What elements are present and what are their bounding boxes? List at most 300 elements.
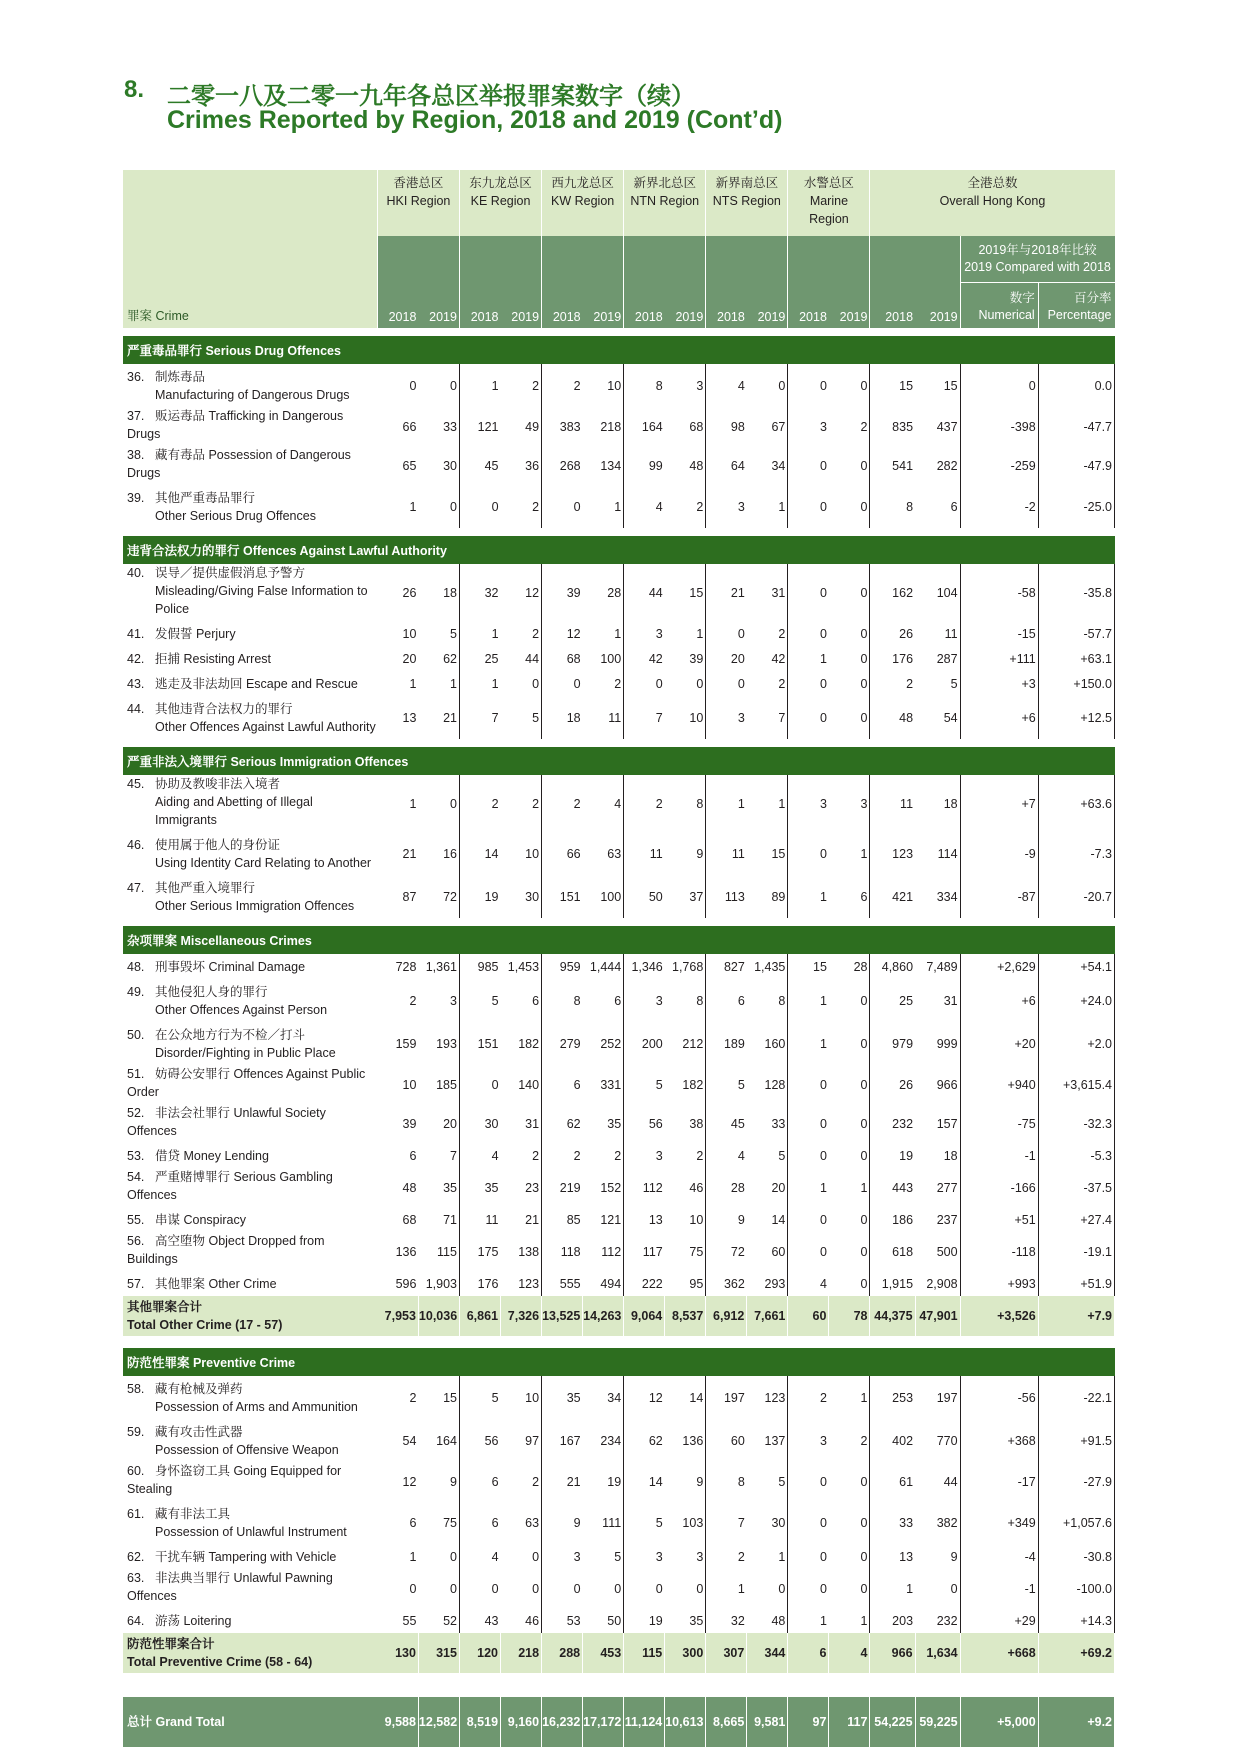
table-cell: -35.8 xyxy=(1038,564,1114,621)
table-cell: 7 xyxy=(491,710,499,725)
table-row xyxy=(123,775,1115,832)
table-cell: 118 xyxy=(560,1244,581,1259)
table-cell: 0 xyxy=(655,1581,663,1596)
table-cell: 14 xyxy=(665,1376,706,1419)
table-cell: 0 xyxy=(819,458,827,473)
table-cell: 137 xyxy=(747,1419,788,1462)
table-cell: 9 xyxy=(915,1544,960,1569)
table-cell: 0 xyxy=(819,1077,827,1092)
table-cell: 1 xyxy=(906,1581,914,1596)
table-cell: 23 xyxy=(501,1168,542,1207)
year-header: 2019 xyxy=(501,236,542,328)
table-cell: 52 xyxy=(418,1608,459,1633)
crime-index: 42. xyxy=(127,652,145,666)
table-cell: 65 xyxy=(402,458,417,473)
region-header-kw: 西九龙总区 KW Region xyxy=(542,170,624,236)
table-cell: 6,912 xyxy=(706,1296,747,1336)
table-cell: 4,860 xyxy=(881,959,914,974)
table-cell: 0 xyxy=(829,1022,870,1065)
table-cell: 185 xyxy=(418,1065,459,1104)
table-cell: 48 xyxy=(402,1180,417,1195)
table-cell: -47.7 xyxy=(1038,407,1114,446)
table-cell: 3 xyxy=(573,1549,581,1564)
table-cell: 30 xyxy=(418,446,459,485)
table-cell: 1,915 xyxy=(881,1276,914,1291)
table-cell: 30 xyxy=(501,875,542,918)
table-cell: 200 xyxy=(641,1036,663,1051)
crime-index: 50. xyxy=(127,1028,145,1042)
crime-label xyxy=(123,875,377,918)
table-cell: 46 xyxy=(501,1608,542,1633)
table-cell: 37 xyxy=(665,875,706,918)
compare-header: 2019年与2018年比较 2019 Compared with 2018 xyxy=(960,236,1114,282)
table-cell: 21 xyxy=(566,1474,581,1489)
table-cell: 28 xyxy=(730,1180,745,1195)
table-cell: 43 xyxy=(484,1613,499,1628)
table-cell: 12 xyxy=(566,626,581,641)
crime-label xyxy=(123,485,377,528)
table-cell: 175 xyxy=(477,1244,499,1259)
table-cell: 31 xyxy=(501,1104,542,1143)
table-cell: 67 xyxy=(747,407,788,446)
table-cell: 2 xyxy=(501,1462,542,1501)
title-english: Crimes Reported by Region, 2018 and 2019 (Cont’d) xyxy=(167,106,783,134)
table-cell: -19.1 xyxy=(1038,1232,1114,1271)
table-cell: 218 xyxy=(583,407,624,446)
table-row xyxy=(123,364,1115,407)
table-cell: 12,582 xyxy=(418,1697,459,1747)
table-cell: 18 xyxy=(418,564,459,621)
table-cell: 1 xyxy=(491,626,499,641)
spacer-row xyxy=(123,1673,1115,1685)
year-header: 2019 xyxy=(747,236,788,328)
table-cell: 60 xyxy=(747,1232,788,1271)
table-cell: 827 xyxy=(723,959,745,974)
crime-name-zh: 藏有非法工具 xyxy=(155,1507,231,1521)
table-cell: 1 xyxy=(409,499,417,514)
crime-index: 53. xyxy=(127,1149,145,1163)
table-cell: 42 xyxy=(648,651,663,666)
table-cell: 0 xyxy=(819,626,827,641)
table-cell: 0 xyxy=(747,364,788,407)
table-cell: 0 xyxy=(829,979,870,1022)
table-cell: 193 xyxy=(418,1022,459,1065)
table-row xyxy=(123,1608,1115,1633)
table-row xyxy=(123,1065,1115,1104)
table-cell: 288 xyxy=(542,1633,583,1673)
table-cell: 14 xyxy=(747,1207,788,1232)
crime-name-zh: 在公众地方行为不检／打斗 xyxy=(155,1028,306,1042)
table-cell: 112 xyxy=(642,1180,663,1195)
table-cell: 2 xyxy=(829,1419,870,1462)
table-cell: 11 xyxy=(649,846,663,861)
table-cell: 0 xyxy=(655,676,663,691)
table-cell: 45 xyxy=(484,458,499,473)
year-header: 2019 xyxy=(583,236,624,328)
spacer-cell xyxy=(123,739,1115,747)
region-header-hki: 香港总区 HKI Region xyxy=(377,170,459,236)
grand-total-label: 总计 Grand Total xyxy=(123,1697,377,1747)
table-cell: 1 xyxy=(409,1549,417,1564)
table-cell: 15 xyxy=(813,959,827,974)
section-header xyxy=(123,336,1115,364)
table-cell: 8,665 xyxy=(706,1697,747,1747)
table-cell: 2,908 xyxy=(915,1271,960,1296)
table-cell: 8 xyxy=(747,979,788,1022)
total-label-zh: 防范性罪案合计 xyxy=(127,1637,215,1651)
table-cell: 6 xyxy=(829,875,870,918)
table-cell: 1 xyxy=(747,1544,788,1569)
table-cell: 2 xyxy=(409,993,417,1008)
table-cell: 7,326 xyxy=(501,1296,542,1336)
table-cell: 35 xyxy=(484,1180,499,1195)
crime-label xyxy=(123,564,377,621)
table-cell: +63.1 xyxy=(1038,646,1114,671)
crime-name: 贩运毒品 Trafficking in Dangerous Drugs xyxy=(127,409,344,441)
table-cell: 15 xyxy=(899,378,914,393)
crime-label xyxy=(123,646,377,671)
table-cell: 3 xyxy=(665,364,706,407)
table-cell: 8 xyxy=(655,378,663,393)
table-cell: 121 xyxy=(477,419,499,434)
table-cell: 113 xyxy=(724,889,745,904)
table-cell: 162 xyxy=(892,585,914,600)
table-row xyxy=(123,407,1115,446)
table-cell: 5 xyxy=(737,1077,745,1092)
table-cell: 60 xyxy=(788,1296,829,1336)
crime-label xyxy=(123,1232,377,1271)
table-cell: 10 xyxy=(501,1376,542,1419)
table-cell: 218 xyxy=(501,1633,542,1673)
crime-name: 身怀盗窃工具 Going Equipped for Stealing xyxy=(127,1464,342,1496)
table-cell: 85 xyxy=(566,1212,581,1227)
table-cell: +5,000 xyxy=(960,1697,1038,1747)
table-cell: -37.5 xyxy=(1038,1168,1114,1207)
table-cell: 10,613 xyxy=(665,1697,706,1747)
table-cell: 0 xyxy=(747,1569,788,1608)
table-cell: 100 xyxy=(583,646,624,671)
table-cell: 1 xyxy=(819,651,827,666)
table-cell: 2 xyxy=(829,407,870,446)
table-cell: -259 xyxy=(960,446,1038,485)
table-cell: 111 xyxy=(583,1501,624,1544)
table-cell: 596 xyxy=(395,1276,417,1291)
crime-label xyxy=(123,1608,377,1633)
crime-name: 非法会社罪行 Unlawful Society Offences xyxy=(127,1106,326,1138)
table-cell: 0 xyxy=(418,775,459,832)
table-cell: 2 xyxy=(501,485,542,528)
crime-name-en: Misleading/Giving False Information to Police xyxy=(155,584,368,616)
table-cell: 104 xyxy=(915,564,960,621)
table-cell: 6,861 xyxy=(459,1296,500,1336)
crime-label xyxy=(123,1104,377,1143)
crime-label xyxy=(123,1462,377,1501)
table-cell: 50 xyxy=(583,1608,624,1633)
table-cell: 16 xyxy=(418,832,459,875)
crime-name-en: Possession of Unlawful Instrument xyxy=(155,1525,347,1539)
total-label-en: Total Preventive Crime (58 - 64) xyxy=(127,1655,313,1669)
table-cell: +6 xyxy=(960,696,1038,739)
table-cell: 268 xyxy=(559,458,581,473)
table-cell: 0 xyxy=(491,1077,499,1092)
table-cell: 138 xyxy=(501,1232,542,1271)
region-header-marine: 水警总区 Marine Region xyxy=(788,170,870,236)
table-cell: 2 xyxy=(665,1143,706,1168)
table-cell: 0 xyxy=(819,1515,827,1530)
table-cell: 3 xyxy=(819,1433,827,1448)
table-cell: 63 xyxy=(583,832,624,875)
crime-label xyxy=(123,446,377,485)
table-cell: 14,263 xyxy=(583,1296,624,1336)
table-cell: 2 xyxy=(819,1390,827,1405)
table-cell: 13,525 xyxy=(542,1296,583,1336)
table-cell: 20 xyxy=(730,651,745,666)
table-cell: 3 xyxy=(655,626,663,641)
table-row xyxy=(123,485,1115,528)
table-cell: 0 xyxy=(583,1569,624,1608)
table-cell: 8,537 xyxy=(665,1296,706,1336)
crime-name: 逃走及非法劫回 Escape and Rescue xyxy=(155,677,358,691)
table-cell: 21 xyxy=(402,846,417,861)
crime-index: 55. xyxy=(127,1213,145,1227)
table-cell: 293 xyxy=(747,1271,788,1296)
table-cell: 8 xyxy=(906,499,914,514)
table-cell: 0 xyxy=(665,671,706,696)
table-cell: 0 xyxy=(819,1474,827,1489)
table-header xyxy=(123,170,1115,328)
table-cell: 17,172 xyxy=(583,1697,624,1747)
table-cell: +51.9 xyxy=(1038,1271,1114,1296)
table-cell: 15 xyxy=(747,832,788,875)
table-cell: 5 xyxy=(655,1077,663,1092)
table-row xyxy=(123,621,1115,646)
table-cell: 62 xyxy=(648,1433,663,1448)
table-cell: 1 xyxy=(583,621,624,646)
crime-index: 51. xyxy=(127,1067,145,1081)
table-row xyxy=(123,1569,1115,1608)
spacer-cell xyxy=(123,528,1115,536)
section-title: 杂项罪案 Miscellaneous Crimes xyxy=(123,926,1115,954)
table-cell: 5 xyxy=(501,696,542,739)
table-cell: 15 xyxy=(665,564,706,621)
table-cell: 28 xyxy=(583,564,624,621)
table-cell: 2 xyxy=(906,676,914,691)
spacer-cell xyxy=(123,1673,1115,1685)
table-cell: 1 xyxy=(737,796,745,811)
table-row xyxy=(123,696,1115,739)
crime-index: 56. xyxy=(127,1234,145,1248)
table-cell: 1 xyxy=(665,621,706,646)
table-cell: 68 xyxy=(665,407,706,446)
crime-name-en: Possession of Offensive Weapon xyxy=(155,1443,339,1457)
crime-name: 拒捕 Resisting Arrest xyxy=(155,652,272,666)
table-cell: -75 xyxy=(960,1104,1038,1143)
section-header xyxy=(123,1348,1115,1376)
table-cell: 7 xyxy=(418,1143,459,1168)
table-cell: 7 xyxy=(737,1515,745,1530)
table-cell: 47,901 xyxy=(915,1296,960,1336)
table-cell: 0 xyxy=(819,1148,827,1163)
table-cell: 0 xyxy=(829,1462,870,1501)
table-cell: 344 xyxy=(747,1633,788,1673)
table-cell: 0 xyxy=(915,1569,960,1608)
table-cell: 1,435 xyxy=(747,954,788,979)
table-row xyxy=(123,1022,1115,1065)
table-cell: 10 xyxy=(665,696,706,739)
table-cell: 136 xyxy=(395,1244,417,1259)
table-cell: 728 xyxy=(395,959,417,974)
table-cell: +150.0 xyxy=(1038,671,1114,696)
table-cell: 182 xyxy=(665,1065,706,1104)
table-cell: 4 xyxy=(491,1148,499,1163)
table-cell: 97 xyxy=(788,1697,829,1747)
table-cell: 78 xyxy=(829,1296,870,1336)
crime-index: 38. xyxy=(127,448,145,462)
table-cell: 121 xyxy=(583,1207,624,1232)
table-cell: 38 xyxy=(665,1104,706,1143)
table-cell: 1,903 xyxy=(418,1271,459,1296)
table-cell: 0 xyxy=(829,671,870,696)
table-cell: 20 xyxy=(747,1168,788,1207)
table-cell: 1,634 xyxy=(915,1633,960,1673)
table-cell: 176 xyxy=(892,651,914,666)
table-cell: 555 xyxy=(559,1276,581,1291)
table-cell: 115 xyxy=(418,1232,459,1271)
crime-name: 发假誓 Perjury xyxy=(155,627,236,641)
table-cell: 0 xyxy=(819,1212,827,1227)
table-cell: 176 xyxy=(477,1276,499,1291)
table-cell: 618 xyxy=(892,1244,914,1259)
table-cell: 18 xyxy=(915,775,960,832)
table-cell: 277 xyxy=(915,1168,960,1207)
spacer-row xyxy=(123,528,1115,536)
table-cell: 34 xyxy=(747,446,788,485)
crime-label xyxy=(123,364,377,407)
table-row xyxy=(123,646,1115,671)
crime-index: 44. xyxy=(127,702,145,716)
crime-label xyxy=(123,1143,377,1168)
table-cell: 0 xyxy=(819,1549,827,1564)
table-cell: 0 xyxy=(819,1244,827,1259)
total-row xyxy=(123,1296,1115,1336)
crime-name-zh: 藏有攻击性武器 xyxy=(155,1425,243,1439)
table-cell: 6 xyxy=(491,1515,499,1530)
table-cell: 1 xyxy=(829,1168,870,1207)
table-cell: 1 xyxy=(819,1613,827,1628)
table-cell: 1 xyxy=(819,1180,827,1195)
table-cell: 2 xyxy=(655,796,663,811)
table-cell: +7 xyxy=(960,775,1038,832)
table-row xyxy=(123,1232,1115,1271)
table-cell: -57.7 xyxy=(1038,621,1114,646)
table-cell: 1 xyxy=(819,1036,827,1051)
table-cell: 6 xyxy=(583,979,624,1022)
table-cell: 1 xyxy=(819,993,827,1008)
crime-index: 64. xyxy=(127,1614,145,1628)
table-cell: 1 xyxy=(491,676,499,691)
table-cell: 0 xyxy=(665,1569,706,1608)
table-cell: 315 xyxy=(418,1633,459,1673)
crime-name-en: Manufacturing of Dangerous Drugs xyxy=(155,388,350,402)
table-cell: 66 xyxy=(566,846,581,861)
table-cell: +668 xyxy=(960,1633,1038,1673)
table-cell: 157 xyxy=(915,1104,960,1143)
table-cell: 10 xyxy=(402,1077,417,1092)
table-cell: 437 xyxy=(915,407,960,446)
table-cell: 5 xyxy=(915,671,960,696)
crime-name-en: Other Serious Drug Offences xyxy=(155,509,316,523)
table-cell: 0 xyxy=(418,485,459,528)
table-cell: 10 xyxy=(402,626,417,641)
table-cell: -1 xyxy=(960,1569,1038,1608)
table-cell: 123 xyxy=(892,846,914,861)
table-row xyxy=(123,1104,1115,1143)
table-cell: 87 xyxy=(402,889,417,904)
total-label xyxy=(123,1296,377,1336)
spacer-row xyxy=(123,1685,1115,1697)
crime-index: 46. xyxy=(127,838,145,852)
table-cell: 19 xyxy=(583,1462,624,1501)
crime-name: 其他罪案 Other Crime xyxy=(155,1277,277,1291)
table-cell: -17 xyxy=(960,1462,1038,1501)
table-cell: 33 xyxy=(899,1515,914,1530)
table-cell: 362 xyxy=(723,1276,745,1291)
table-cell: 44 xyxy=(501,646,542,671)
crime-label xyxy=(123,1207,377,1232)
table-cell: 2 xyxy=(583,671,624,696)
table-cell: +54.1 xyxy=(1038,954,1114,979)
table-cell: 5 xyxy=(491,993,499,1008)
table-cell: 31 xyxy=(747,564,788,621)
crime-index: 59. xyxy=(127,1425,145,1439)
table-cell: 36 xyxy=(501,446,542,485)
table-cell: 4 xyxy=(583,775,624,832)
table-row xyxy=(123,1544,1115,1569)
crime-column-header: 罪案 Crime xyxy=(123,170,377,328)
table-cell: 3 xyxy=(737,499,745,514)
crime-label xyxy=(123,954,377,979)
table-cell: 4 xyxy=(655,499,663,514)
table-cell: 500 xyxy=(915,1232,960,1271)
crime-label xyxy=(123,1168,377,1207)
year-header: 2019 xyxy=(915,236,960,328)
crime-index: 52. xyxy=(127,1106,145,1120)
table-cell: 0 xyxy=(829,1501,870,1544)
table-cell: +69.2 xyxy=(1038,1633,1114,1673)
table-cell: +993 xyxy=(960,1271,1038,1296)
table-cell: 2 xyxy=(491,796,499,811)
table-cell: 48 xyxy=(665,446,706,485)
table-cell: 1 xyxy=(409,796,417,811)
table-cell: 334 xyxy=(915,875,960,918)
year-header: 2018 xyxy=(459,236,500,328)
table-cell: 9 xyxy=(418,1462,459,1501)
table-cell: 151 xyxy=(559,889,581,904)
table-cell: 1 xyxy=(491,378,499,393)
table-cell: -30.8 xyxy=(1038,1544,1114,1569)
table-cell: -4 xyxy=(960,1544,1038,1569)
table-cell: 1 xyxy=(583,485,624,528)
crime-index: 62. xyxy=(127,1550,145,1564)
table-cell: 282 xyxy=(915,446,960,485)
table-row xyxy=(123,1143,1115,1168)
table-cell: 382 xyxy=(915,1501,960,1544)
table-cell: 287 xyxy=(915,646,960,671)
crime-name-zh: 其他严重入境罪行 xyxy=(155,881,256,895)
table-cell: 115 xyxy=(624,1633,665,1673)
table-cell: 1 xyxy=(829,832,870,875)
table-cell: 0 xyxy=(819,846,827,861)
